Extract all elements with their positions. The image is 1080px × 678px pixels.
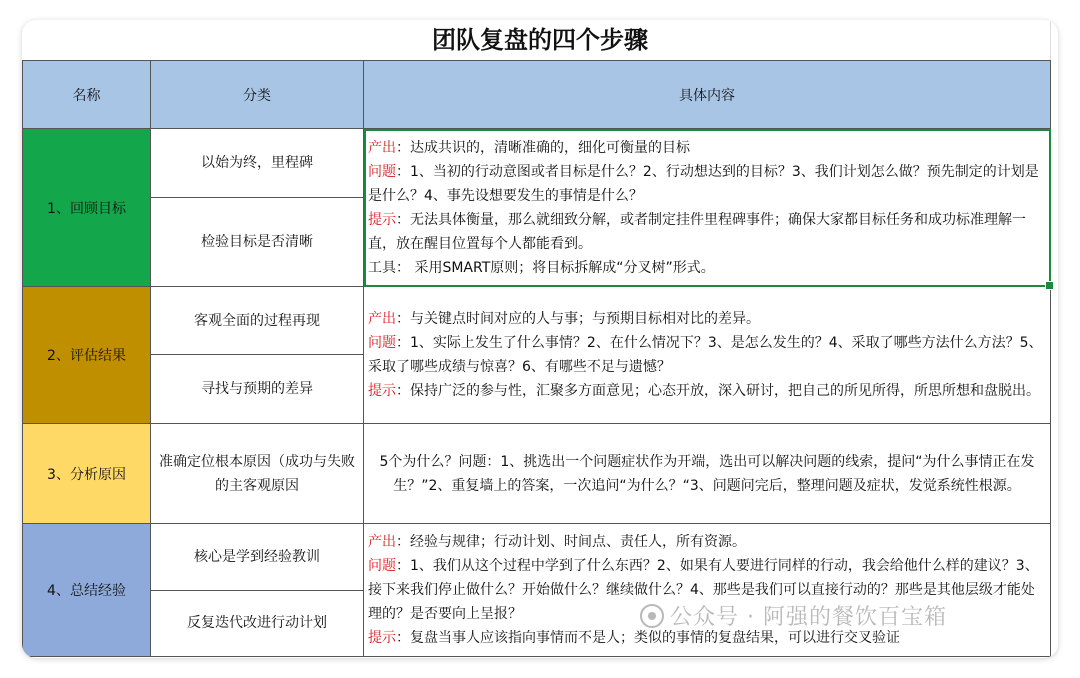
content-text: ：无法具体衡量，那么就细致分解，或者制定挂件里程碑事件；确保大家都目标任务和成功标准理解一直，放在醒目位置每个人都能看到。: [368, 211, 1026, 252]
step-name: 2、评估结果: [47, 348, 126, 364]
step-name-cell[interactable]: [23, 424, 151, 524]
content-cell[interactable]: [364, 287, 1051, 424]
category-cell[interactable]: [151, 524, 364, 591]
step-name: 4、总结经验: [47, 583, 126, 599]
content-text: 工具： 采用SMART原则；将目标拆解成“分叉树”形式。: [368, 259, 715, 276]
content-cell[interactable]: [364, 524, 1051, 657]
category-text: 检验目标是否清晰: [201, 234, 313, 250]
content-label: 产出: [368, 534, 396, 550]
watermark: [640, 600, 947, 631]
content-text: ：复盘当事人应该指向事情而不是人；类似的事情的复盘结果，可以进行交叉验证: [396, 630, 900, 646]
table-row: [23, 129, 1051, 198]
table-row: [23, 424, 1051, 524]
category-text: 核心是学到经验教训: [194, 548, 320, 565]
content-text: ：保持广泛的参与性，汇聚多方面意见；心态开放，深入研讨，把自己的所见所得，所思所想和盘脱出。: [396, 383, 1040, 399]
content-text: ：1、实际上发生了什么事情？2、在什么情况下？3、是怎么发生的？4、采取了哪些方法什么方法？5、采取了哪些成绩与惊喜？6、有哪些不足与遗憾？: [368, 335, 1043, 375]
category-text: 准确定位根本原因（成功与失败的主客观原因: [159, 453, 355, 494]
category-text: 客观全面的过程再现: [194, 312, 320, 329]
step-name-cell[interactable]: [23, 129, 151, 287]
content-label: 产出: [368, 311, 396, 327]
category-text: 以始为终，里程碑: [201, 155, 313, 171]
table-row: [23, 287, 1051, 355]
content-text: ：与关键点时间对应的人与事；与预期目标相对比的差异。: [396, 311, 760, 327]
category-text: 反复迭代改进行动计划: [187, 615, 327, 632]
category-cell[interactable]: [151, 355, 364, 424]
header-name[interactable]: 名称: [23, 61, 151, 129]
step-name-cell[interactable]: [23, 524, 151, 657]
header-content[interactable]: 具体内容: [364, 61, 1051, 129]
table-title: 团队复盘的四个步骤: [432, 26, 648, 54]
category-cell[interactable]: [151, 590, 364, 657]
step-name: 3、分析原因: [47, 466, 126, 483]
step-name-cell[interactable]: [23, 287, 151, 424]
grid-line: [1050, 20, 1051, 60]
step-name: 1、回顾目标: [47, 200, 126, 217]
content-label: 问题: [368, 558, 396, 574]
table-row: [23, 524, 1051, 591]
fill-handle[interactable]: [1045, 281, 1054, 290]
content-label: 提示: [368, 211, 396, 228]
spreadsheet-card: [22, 20, 1058, 658]
content-text: ：经验与规律；行动计划、时间点、责任人，所有资源。: [396, 534, 746, 550]
watermark-text: 公众号 · 阿强的餐饮百宝箱: [670, 605, 947, 630]
header-row: [23, 61, 1051, 129]
category-cell[interactable]: [151, 198, 364, 287]
review-steps-table: [22, 60, 1051, 657]
category-text: 寻找与预期的差异: [201, 381, 313, 397]
content-text: 5个为什么？问题：1、挑选出一个问题症状作为开端，选出可以解决问题的线索，提问“为什么事情正在发生？”2、重复墙上的答案，一次追问“为什么？“3、问题问完后，整理问题及症状，发觉系统性根源。: [379, 453, 1035, 494]
wechat-logo-icon: [640, 604, 664, 628]
content-label: 提示: [368, 630, 396, 646]
content-text: ：达成共识的，清晰准确的，细化可衡量的目标: [396, 139, 690, 156]
content-label: 问题: [368, 163, 396, 180]
content-label: 产出: [368, 139, 396, 156]
content-label: 提示: [368, 383, 396, 399]
content-text: ：1、当初的行动意图或者目标是什么？2、行动想达到的目标？3、我们计划怎么做？预先制定的计划是是什么？4、事先设想要发生的事情是什么？: [368, 163, 1039, 204]
category-cell[interactable]: [151, 424, 364, 524]
category-cell[interactable]: [151, 287, 364, 355]
content-label: 问题: [368, 335, 396, 351]
header-category[interactable]: 分类: [151, 61, 364, 129]
category-cell[interactable]: [151, 129, 364, 198]
content-cell[interactable]: [364, 424, 1051, 524]
content-text: ：1、我们从这个过程中学到了什么东西？2、如果有人要进行同样的行动，我会给他什么样的建议？3、接下来我们停止做什么？开始做什么？继续做什么？4、那些是我们可以直接行动的？那些是其他层级才能处理的？是否要向上呈报？: [368, 558, 1039, 622]
content-cell-selected[interactable]: [364, 129, 1051, 287]
